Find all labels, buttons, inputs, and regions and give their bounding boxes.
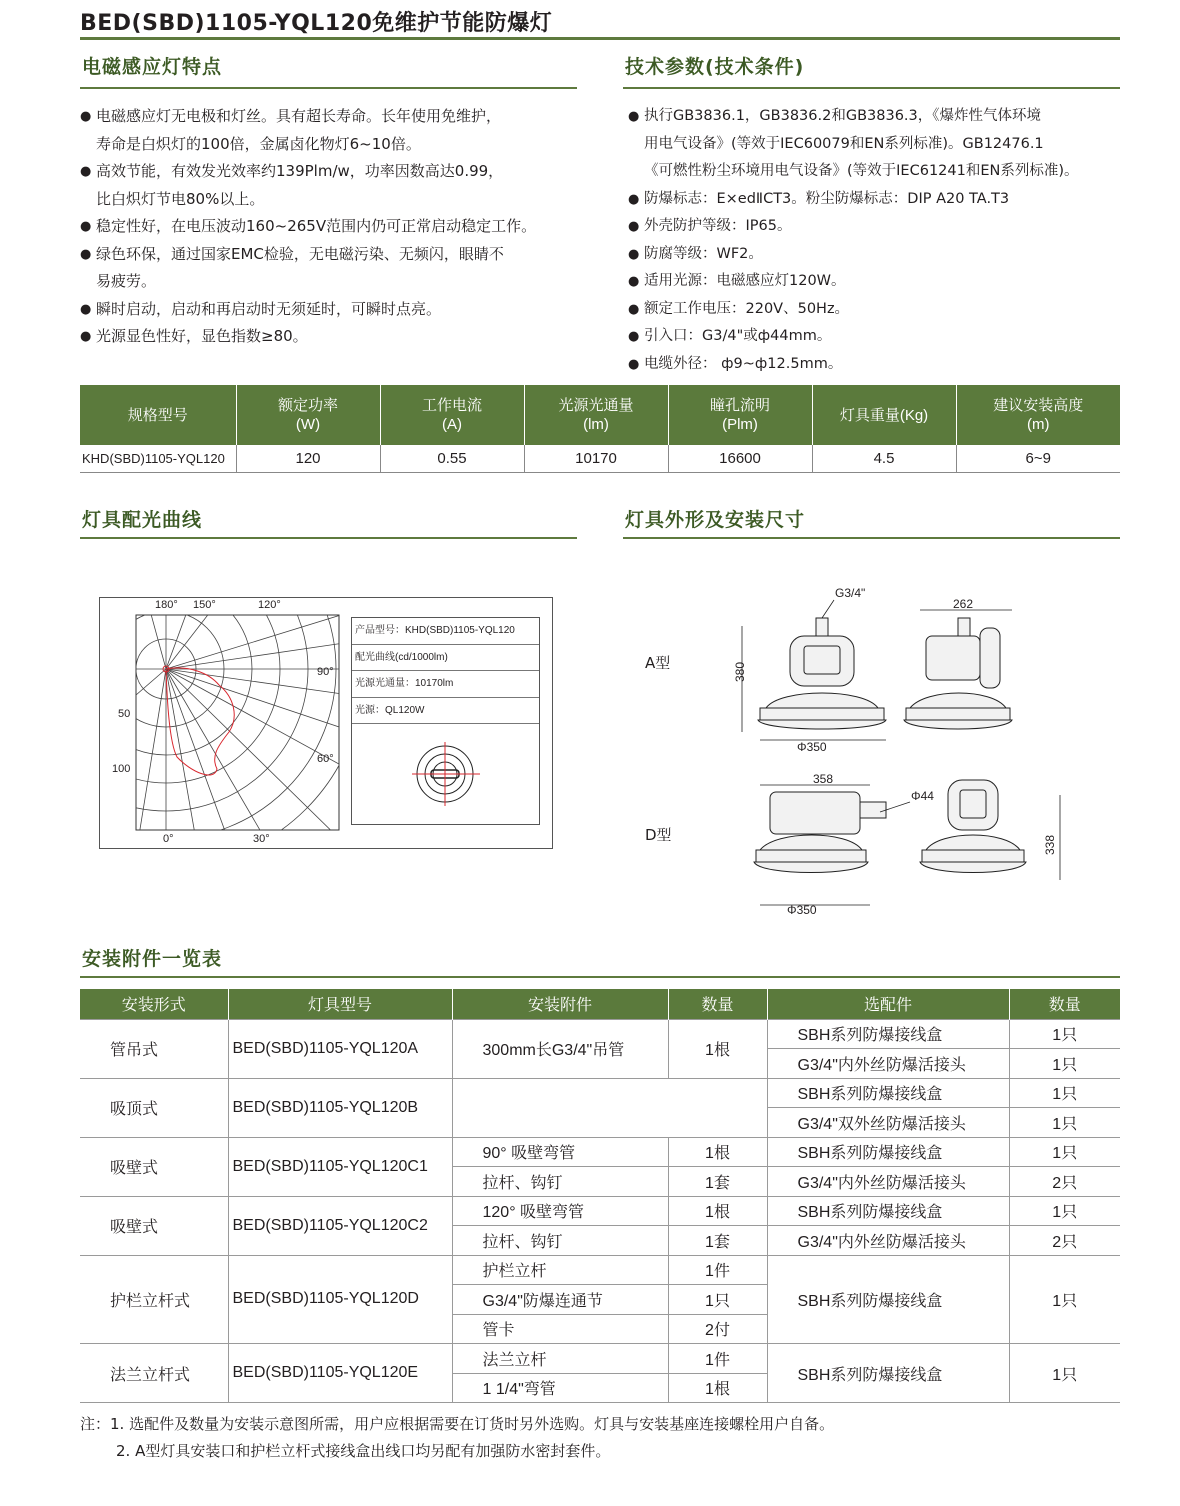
acc-part-empty [452,1078,767,1137]
acc-part: 90° 吸壁弯管 [452,1137,668,1167]
acc-model: BED(SBD)1105-YQL120B [228,1078,452,1137]
tech-rule [623,87,1120,89]
spec-row [80,445,1120,472]
a-thread-dim: G3/4" [835,586,866,600]
acc-model: BED(SBD)1105-YQL120C2 [228,1196,452,1255]
acc-part: 拉杆、钩钉 [452,1167,668,1197]
d-height-dim: 338 [1043,834,1058,856]
table-row [80,1255,1120,1285]
acc-option: G3/4"内外丝防爆活接头 [767,1226,1009,1256]
type-d-label: D型 [645,826,672,844]
acc-option: SBH系列防爆接线盒 [767,1344,1009,1403]
acc-part-qty: 1件 [668,1255,767,1285]
acc-header: 安装形式 [80,989,228,1019]
info-row: 光源：QL120W [352,698,539,725]
tech-item: ● 防爆标志：E×edⅡCT3。粉尘防爆标志：DIP A20 TA.T3 [628,186,1148,214]
features-list [80,103,580,351]
tech-item: ● 引入口：G3/4"或ф44mm。 [628,323,1148,351]
spec-header: 光源光通量 (lm) [524,385,668,445]
acc-option-qty: 1只 [1009,1344,1120,1403]
angle-label: 120° [258,599,281,611]
tech-item: ● 执行GB3836.1，GB3836.2和GB3836.3，《爆炸性气体环境 [628,103,1148,131]
angle-label: 30° [253,833,270,845]
spec-header: 额定功率 (W) [236,385,380,445]
accessory-table [80,989,1120,1403]
feature-item: ● 光源显色性好，显色指数≥80。 [80,323,580,351]
acc-option-qty: 1只 [1009,1078,1120,1108]
acc-part: 300mm长G3/4"吊管 [452,1019,668,1078]
acc-option-qty: 1只 [1009,1049,1120,1079]
acc-header: 灯具型号 [228,989,452,1019]
acc-part: 1 1/4"弯管 [452,1373,668,1403]
spec-header: 灯具重量(Kg) [812,385,956,445]
acc-model: BED(SBD)1105-YQL120E [228,1344,452,1403]
radial-label: 50 [118,708,131,720]
angle-label: 180° [155,599,178,611]
info-row: 产品型号：KHD(SBD)1105-YQL120 [352,618,539,645]
d-length-dim: 358 [813,772,834,786]
acc-header: 数量 [1009,989,1120,1019]
spec-cell: 120 [236,445,380,472]
acc-option-qty: 1只 [1009,1019,1120,1049]
lamp-top-view [352,724,539,824]
tech-list [628,103,1148,378]
acc-part: 护栏立杆 [452,1255,668,1285]
table-row [80,1196,1120,1226]
note-2: 2. A型灯具安装口和护栏立杆式接线盒出线口均另配有加强防水密封套件。 [116,1442,611,1460]
spec-header: 规格型号 [80,385,236,445]
acc-form: 法兰立杆式 [80,1344,228,1403]
acc-part-qty: 1套 [668,1226,767,1256]
spec-cell: 10170 [524,445,668,472]
feature-item: ● 高效节能，有效发光效率约139Plm/w，功率因数高达0.99， [80,158,580,186]
acc-form: 管吊式 [80,1019,228,1078]
acc-option: SBH系列防爆接线盒 [767,1078,1009,1108]
feature-item-cont: 寿命是白炽灯的100倍，金属卤化物灯6~10倍。 [96,134,421,153]
acc-option: SBH系列防爆接线盒 [767,1255,1009,1344]
spec-table [80,385,1120,473]
acc-model: BED(SBD)1105-YQL120C1 [228,1137,452,1196]
light-distribution-curve [166,668,234,775]
acc-option-qty: 1只 [1009,1108,1120,1138]
acc-form: 吸顶式 [80,1078,228,1137]
feature-item: ● 瞬时启动，启动和再启动时无须延时，可瞬时点亮。 [80,296,580,324]
acc-form: 吸壁式 [80,1137,228,1196]
a-height-dim: 380 [733,661,748,683]
info-row: 配光曲线(cd/1000lm) [352,645,539,672]
acc-option: G3/4"内外丝防爆活接头 [767,1167,1009,1197]
info-row: 光源光通量：10170lm [352,671,539,698]
tech-item: ● 外壳防护等级：IP65。 [628,213,1148,241]
angle-label: 90° [317,666,334,678]
a-dia-dim: Φ350 [797,740,827,754]
table-row [80,1137,1120,1167]
acc-option: G3/4"双外丝防爆活接头 [767,1108,1009,1138]
d-dia-dim: Φ350 [787,903,817,917]
dims-rule [623,537,1120,539]
spec-cell: 6~9 [956,445,1120,472]
acc-model: BED(SBD)1105-YQL120A [228,1019,452,1078]
acc-option-qty: 1只 [1009,1137,1120,1167]
table-row [80,1078,1120,1108]
spec-cell: 4.5 [812,445,956,472]
acc-part-qty: 1根 [668,1019,767,1078]
acc-part-qty: 1根 [668,1196,767,1226]
acc-part: 拉杆、钩钉 [452,1226,668,1256]
angle-label: 60° [317,753,334,765]
acc-option: SBH系列防爆接线盒 [767,1196,1009,1226]
acc-form: 护栏立杆式 [80,1255,228,1344]
acc-part-qty: 1只 [668,1285,767,1315]
acc-part: 法兰立杆 [452,1344,668,1374]
acc-part-qty: 2付 [668,1314,767,1344]
dims-heading: 灯具外形及安装尺寸 [625,509,806,531]
spec-cell: KHD(SBD)1105-YQL120 [80,445,236,472]
spec-header: 工作电流 (A) [380,385,524,445]
curve-info-box [351,617,540,825]
acc-part-qty: 1件 [668,1344,767,1374]
acc-option: SBH系列防爆接线盒 [767,1137,1009,1167]
type-a-label: A型 [645,654,671,672]
lamp-dimension-drawing [730,580,1130,920]
d-inlet-dim: Φ44 [911,789,934,803]
feature-item-cont: 比白炽灯节电80%以上。 [96,189,265,208]
acc-option: SBH系列防爆接线盒 [767,1019,1009,1049]
feature-item: ● 稳定性好，在电压波动160~265V范围内仍可正常启动稳定工作。 [80,213,580,241]
acc-form: 吸壁式 [80,1196,228,1255]
acc-model: BED(SBD)1105-YQL120D [228,1255,452,1344]
page-title: BED(SBD)1105-YQL120免维护节能防爆灯 [80,11,553,36]
acc-part: G3/4"防爆连通节 [452,1285,668,1315]
acc-option-qty: 2只 [1009,1226,1120,1256]
acc-header: 数量 [668,989,767,1019]
acc-part-qty: 1根 [668,1137,767,1167]
acc-header: 安装附件 [452,989,668,1019]
curve-heading: 灯具配光曲线 [82,509,203,531]
acc-part-qty: 1套 [668,1167,767,1197]
feature-item-cont: 易疲劳。 [96,272,157,290]
acc-option-qty: 2只 [1009,1167,1120,1197]
tech-item-cont: 《可燃性粉尘环境用电气设备》(等效于IEC61241和EN系列标准)。 [644,163,1079,179]
table-row [80,1019,1120,1049]
angle-label: 150° [193,599,216,611]
table-row [80,1344,1120,1374]
tech-item: ● 防腐等级：WF2。 [628,241,1148,269]
features-rule [80,87,577,89]
spec-cell: 0.55 [380,445,524,472]
acc-option: G3/4"内外丝防爆活接头 [767,1049,1009,1079]
acc-header: 选配件 [767,989,1009,1019]
tech-item: ● 额定工作电压：220V、50Hz。 [628,296,1148,324]
acc-part: 管卡 [452,1314,668,1344]
curve-rule [80,537,577,539]
feature-item: ● 绿色环保，通过国家EMC检验，无电磁污染、无频闪，眼睛不 [80,241,580,269]
acc-part-qty: 1根 [668,1373,767,1403]
spec-header: 建议安装高度 (m) [956,385,1120,445]
accessory-heading: 安装附件一览表 [82,948,223,970]
acc-option-qty: 1只 [1009,1255,1120,1344]
acc-part: 120° 吸壁弯管 [452,1196,668,1226]
accessory-header-row [80,989,1120,1019]
spec-header-row [80,385,1120,445]
features-heading: 电磁感应灯特点 [82,56,223,78]
acc-option-qty: 1只 [1009,1196,1120,1226]
accessory-rule [80,976,1120,978]
radial-label: 100 [112,763,131,775]
tech-item: ● 电缆外径： ф9~ф12.5mm。 [628,351,1148,379]
spec-cell: 16600 [668,445,812,472]
angle-label: 0° [163,833,174,845]
tech-item-cont: 用电气设备》(等效于IEC60079和EN系列标准)。GB12476.1 [644,135,1044,152]
title-rule [80,37,1120,40]
spec-header: 瞳孔流明 (Plm) [668,385,812,445]
tech-heading: 技术参数(技术条件) [625,56,805,78]
a-width-dim: 262 [953,597,974,611]
feature-item: ● 电磁感应灯无电极和灯丝。具有超长寿命。长年使用免维护， [80,103,580,131]
tech-item: ● 适用光源：电磁感应灯120W。 [628,268,1148,296]
note-1: 注：1. 选配件及数量为安装示意图所需，用户应根据需要在订货时另外选购。灯具与安装基座连接螺栓用户自备。 [80,1415,835,1433]
